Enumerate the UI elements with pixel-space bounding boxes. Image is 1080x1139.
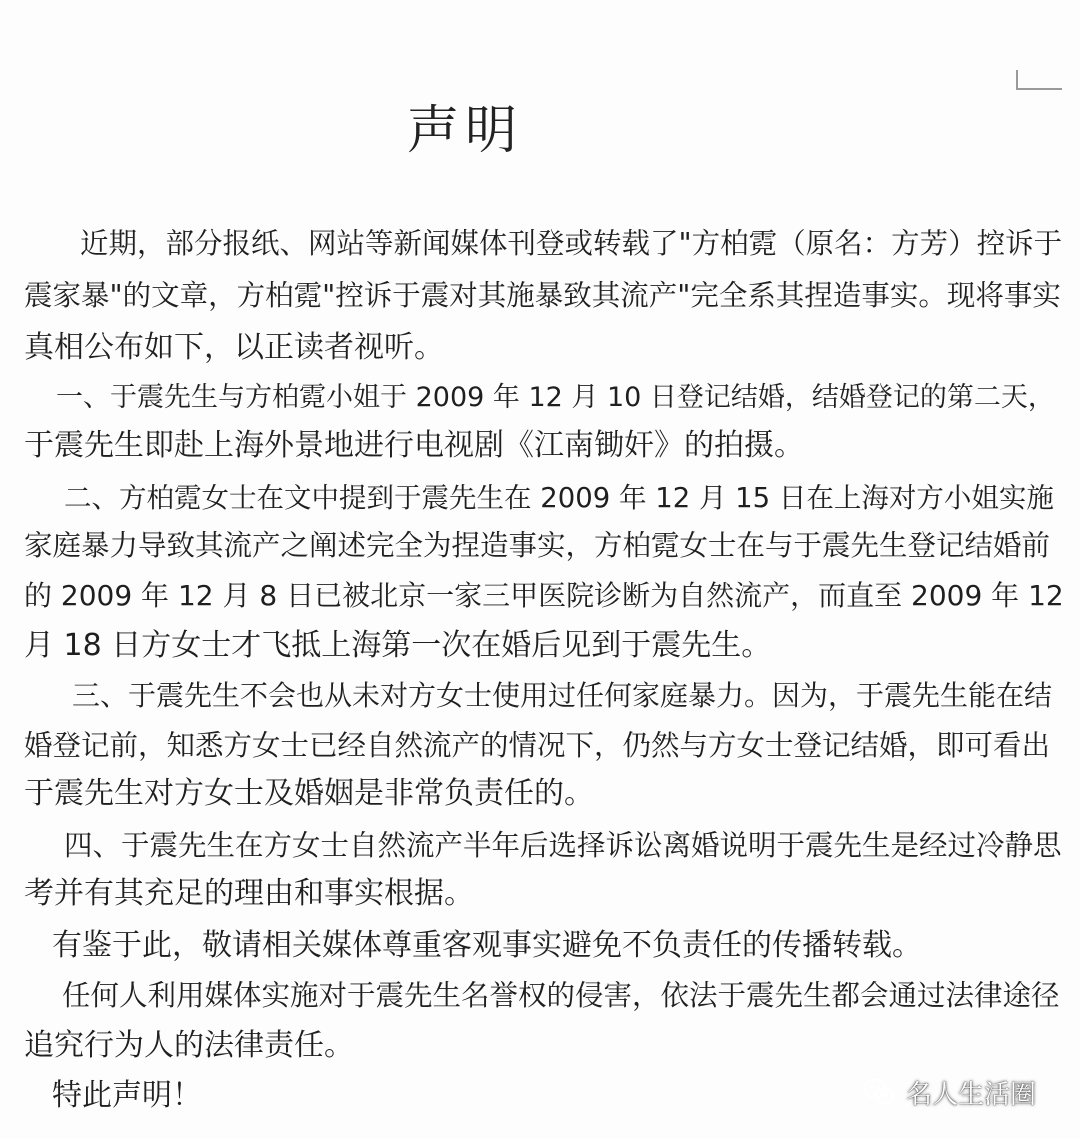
paragraph-line: 月 18 日方女士才飞抵上海第一次在婚后见到于震先生。 [24, 628, 772, 663]
watermark [862, 1072, 1036, 1112]
paragraph-line: 于震先生对方女士及婚姻是非常负责任的。 [24, 776, 594, 811]
paragraph-line: 一、于震先生与方柏霓小姐于 2009 年 12 月 10 日登记结婚，结婚登记的第二天， [56, 382, 1055, 413]
paragraph-line: 三、于震先生不会也从未对方女士使用过任何家庭暴力。因为，于震先生能在结 [72, 679, 1053, 712]
paragraph-line: 有鉴于此，敬请相关媒体尊重客观事实避免不负责任的传播转载。 [52, 928, 922, 963]
closing-line: 特此声明！ [52, 1078, 202, 1113]
paragraph-line: 婚登记前，知悉方女士已经自然流产的情况下，仍然与方女士登记结婚，即可看出 [24, 729, 1051, 762]
paragraph-line: 考并有其充足的理由和事实根据。 [24, 876, 474, 911]
paragraph-line: 家庭暴力导致其流产之阐述完全为捏造事实，方柏霓女士在与于震先生登记结婚前 [24, 529, 1051, 562]
document-title: 声明 [406, 101, 523, 161]
page-corner-mark [1016, 70, 1062, 90]
paragraph-line: 的 2009 年 12 月 8 日已被北京一家三甲医院诊断为自然流产，而直至 2009 年 12 [24, 579, 1064, 612]
watermark-text: 名人生活圈 [906, 1079, 1037, 1110]
paragraph-line: 追究行为人的法律责任。 [24, 1028, 354, 1063]
paragraph-line: 近期，部分报纸、网站等新闻媒体刊登或转载了"方柏霓（原名：方芳）控诉于 [80, 227, 1063, 260]
paragraph-line: 四、于震先生在方女士自然流产半年后选择诉讼离婚说明于震先生是经过冷静思 [64, 829, 1062, 862]
paragraph-line: 二、方柏霓女士在文中提到于震先生在 2009 年 12 月 15 日在上海对方小姐实施 [64, 482, 1054, 514]
paragraph-line: 任何人利用媒体实施对于震先生名誉权的侵害，依法于震先生都会通过法律途径 [62, 979, 1060, 1012]
wechat-icon [862, 1077, 896, 1107]
paragraph-line: 真相公布如下，以正读者视听。 [24, 330, 444, 365]
paragraph-line: 于震先生即赴上海外景地进行电视剧《江南锄奸》的拍摄。 [24, 428, 804, 463]
paragraph-line: 震家暴"的文章，方柏霓"控诉于震对其施暴致其流产"完全系其捏造事实。现将事实 [24, 279, 1061, 312]
